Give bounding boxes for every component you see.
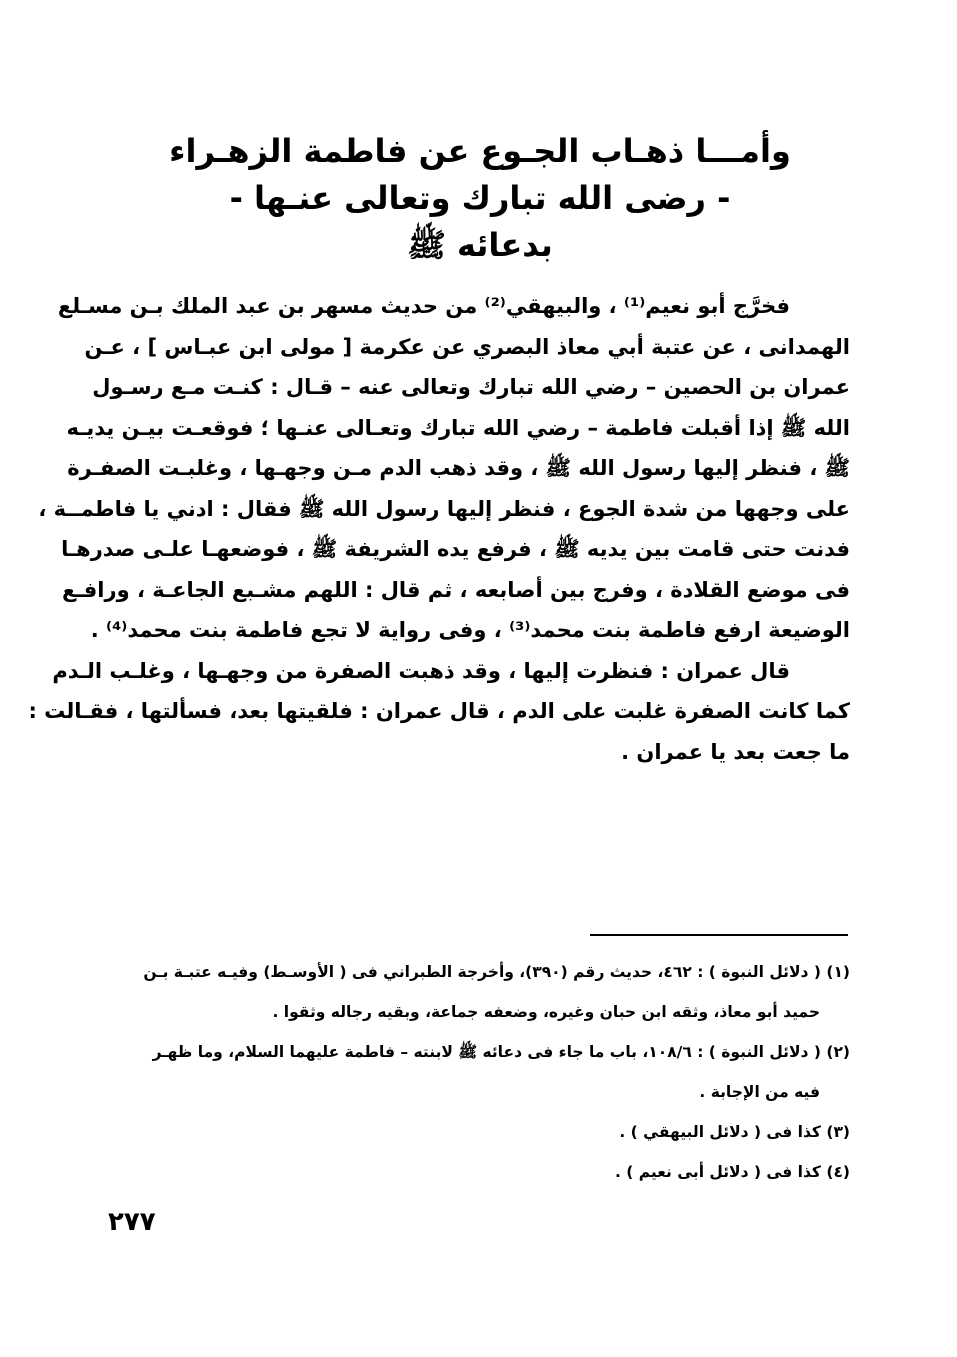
paragraph-line: الله ﷺ إذا أقبلت فاطمة – رضي الله تبارك وتعـالى عنـها ؛ فوقعـت بيـن يديـه bbox=[66, 415, 850, 440]
title-line-3: بدعائه ﷺ bbox=[407, 226, 553, 264]
title-line-1: وأمـــا ذهـاب الجـوع عن فاطمة الزهـراء bbox=[169, 132, 791, 170]
paragraph-line: على وجهها من شدة الجوع ، فنظر إليها رسول الله ﷺ فقال : ادني يا فاطمــة ، bbox=[38, 496, 850, 521]
paragraph-line: فدنت حتى قامت بين يديه ﷺ ، فرفع يده الشريفة ﷺ ، فوضعهـا علـى صدرهـا bbox=[61, 537, 850, 561]
paragraph-line: ﷺ ، فنظر إليها رسول الله ﷺ ، وقد ذهب الدم مـن وجهـها ، وغلبـت الصفـرة bbox=[67, 456, 850, 480]
paragraph-line: قال عمران : فنظرت إليها ، وقد ذهبت الصفرة من وجهـها ، وغلـب الـدم bbox=[52, 658, 790, 683]
paragraph-line: ما جعت بعد يا عمران . bbox=[621, 739, 850, 764]
paragraph-line: الوضيعة ارفع فاطمة بنت محمد⁽³⁾ ، وفى رواية لا تجع فاطمة بنت محمد⁽⁴⁾ . bbox=[90, 618, 850, 642]
paragraph-1 bbox=[38, 286, 850, 651]
footnote-1-continued: حميد أبو معاذ، وثقه ابن حبان وغيره، وضعفه جماعة، وبقيه رجاله وثقوا . bbox=[272, 1003, 820, 1021]
paragraph-line: الهمدانى ، عن عتبة أبي معاذ البصري عن عكرمة [ مولى ابن عبـاس ] ، عـن bbox=[84, 334, 850, 359]
footnote-2: (٢) ( دلائل النبوة ) : ١٠٨/٦، باب ما جاء فى دعائه ﷺ لابنته – فاطمة عليهما السلام، وما ظهـر bbox=[152, 1043, 850, 1061]
paragraph-line: عمران بن الحصين – رضي الله تبارك وتعالى عنه – قـال : كنـت مـع رسـول bbox=[92, 375, 850, 399]
footnote-1: (١) ( دلائل النبوة ) : ٤٦٢، حديث رقم (٣٩٠)، وأخرجة الطبراني فى ( الأوسـط) وفيـه عتبـة بـن bbox=[143, 963, 850, 981]
chapter-title bbox=[150, 128, 810, 269]
footnote-2-continued: فيه من الإجابة . bbox=[699, 1083, 820, 1101]
paragraph-2 bbox=[28, 651, 850, 773]
paragraph-line: كما كانت الصفرة غلبت على الدم ، قال عمران : فلقيتها بعد، فسألتها ، فقـالت : bbox=[28, 699, 850, 723]
page-number: ٢٧٧ bbox=[108, 1207, 156, 1237]
footnote-3: (٣) كذا فى ( دلائل البيهقي ) . bbox=[619, 1123, 850, 1141]
paragraph-line: فخرَّج أبو نعيم⁽¹⁾ ، والبيهقي⁽²⁾ من حديث مسهر بن عبد الملك بـن مسـلع bbox=[57, 294, 790, 318]
paragraph-line: فى موضع القلادة ، وفرج بين أصابعه ، ثم قال : اللهم مشـبع الجاعـة ، ورافـع bbox=[62, 577, 850, 602]
title-line-2: - رضى الله تبارك وتعالى عنـها - bbox=[229, 179, 731, 217]
main-text bbox=[28, 286, 850, 772]
footnote-divider bbox=[590, 934, 848, 936]
footnote-4: (٤) كذا فى ( دلائل أبى نعيم ) . bbox=[614, 1163, 850, 1181]
footnotes bbox=[108, 952, 850, 1192]
